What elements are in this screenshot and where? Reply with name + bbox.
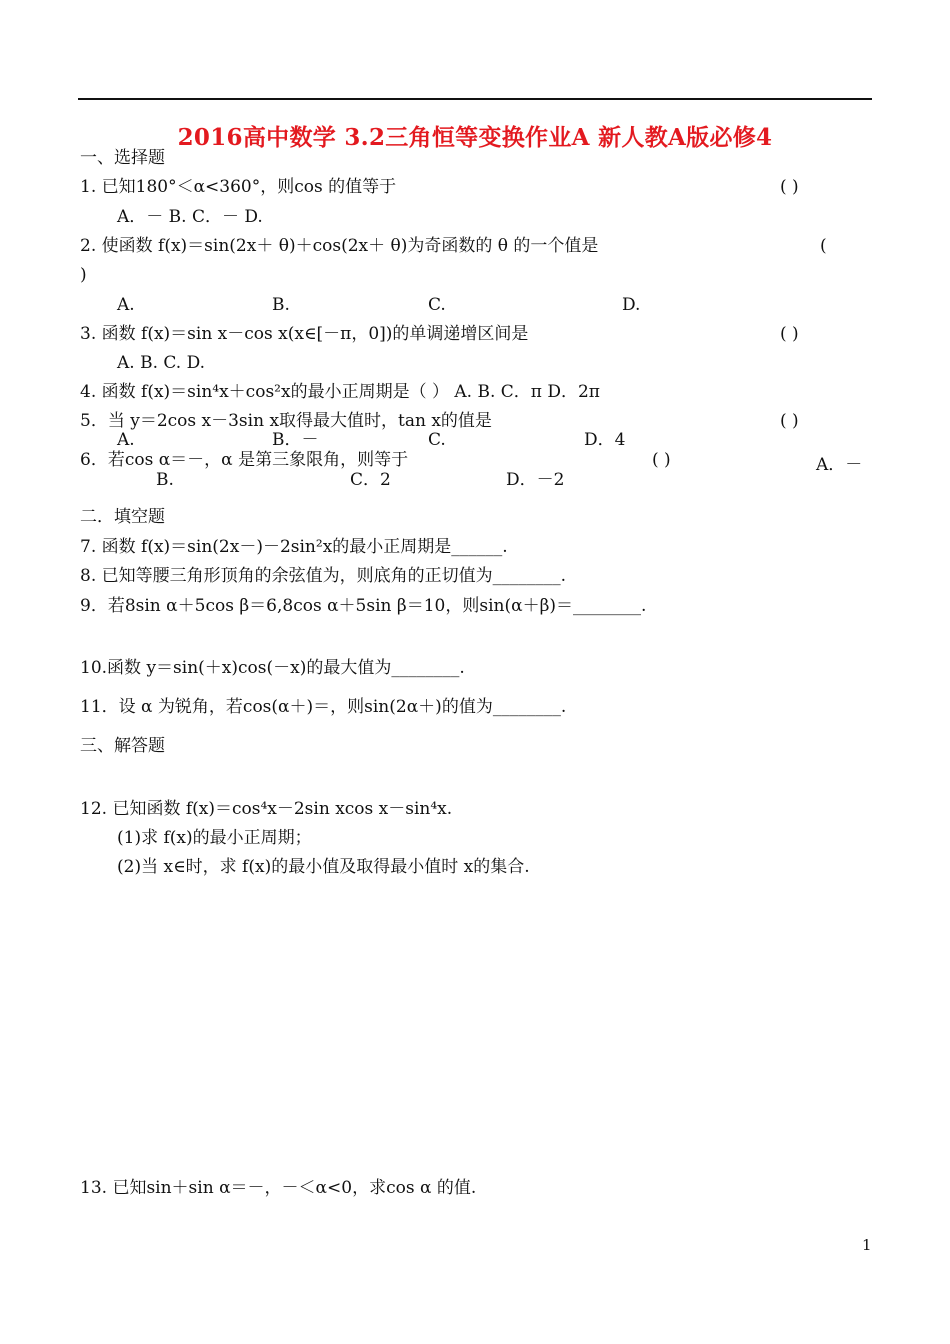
- q3-stem: 3. 函数 f(x)＝sin x－cos x(x∈[－π，0])的单调递增区间是: [80, 324, 529, 344]
- q1-bracket: ( ): [780, 177, 799, 197]
- page-number: 1: [862, 1236, 872, 1254]
- q9: 9．若8sin α＋5cos β＝6,8cos α＋5sin β＝10，则sin(α＋β)＝________.: [80, 596, 647, 616]
- q2-option-a: A.: [117, 295, 135, 315]
- q1-options: A．－ B. C．－ D.: [117, 207, 263, 227]
- q1-stem: 1. 已知180°＜α<360°，则cos 的值等于: [80, 177, 397, 197]
- q2-bracket-right: ): [80, 265, 87, 285]
- q2-option-c: C.: [428, 295, 446, 315]
- q6-option-c: C．2: [350, 470, 391, 490]
- q3-bracket: ( ): [780, 324, 799, 344]
- q6-stem: 6．若cos α＝－，α 是第三象限角，则等于: [80, 450, 409, 470]
- document-title: 2016高中数学 3.2三角恒等变换作业A 新人教A版必修4: [177, 124, 773, 151]
- section-choice: 一、选择题: [80, 148, 165, 168]
- q5-option-c: C.: [428, 430, 446, 450]
- q11: 11．设 α 为锐角，若cos(α＋)＝，则sin(2α＋)的值为________.: [80, 697, 567, 717]
- q5-stem: 5．当 y＝2cos x－3sin x取得最大值时，tan x的值是: [80, 411, 492, 431]
- q6-bracket: ( ): [652, 450, 671, 470]
- q5-bracket: ( ): [780, 411, 799, 431]
- section-answer: 三、解答题: [80, 736, 165, 756]
- q6-option-b: B.: [156, 470, 174, 490]
- section-fill: 二．填空题: [80, 507, 165, 527]
- q10: 10.函数 y＝sin(＋x)cos(－x)的最大值为________.: [80, 658, 465, 678]
- q5-option-b: B．－: [272, 430, 319, 450]
- q13: 13. 已知sin＋sin α＝－，－＜α<0，求cos α 的值.: [80, 1178, 477, 1198]
- q3-options: A. B. C. D.: [117, 353, 206, 373]
- q12-stem: 12. 已知函数 f(x)＝cos⁴x－2sin xcos x－sin⁴x.: [80, 799, 453, 819]
- q6-option-d: D．－2: [506, 470, 565, 490]
- q8: 8. 已知等腰三角形顶角的余弦值为，则底角的正切值为________.: [80, 566, 567, 586]
- q12-part2: (2)当 x∈时，求 f(x)的最小值及取得最小值时 x的集合.: [117, 857, 530, 877]
- q4-stem: 4. 函数 f(x)＝sin⁴x＋cos²x的最小正周期是（ ） A. B. C．π D．2π: [80, 382, 600, 402]
- q5-option-a: A.: [117, 430, 135, 450]
- q5-option-d: D．4: [584, 430, 626, 450]
- q2-option-d: D.: [622, 295, 641, 315]
- q2-stem: 2. 使函数 f(x)＝sin(2x＋ θ)＋cos(2x＋ θ)为奇函数的 θ 的一个值是: [80, 236, 599, 256]
- q7: 7. 函数 f(x)＝sin(2x－)－2sin²x的最小正周期是______.: [80, 537, 508, 557]
- q12-part1: (1)求 f(x)的最小正周期；: [117, 828, 312, 848]
- q6-option-a: A．－: [816, 455, 863, 475]
- q2-bracket-left: (: [820, 236, 827, 256]
- header-rule: [78, 98, 872, 100]
- q2-option-b: B.: [272, 295, 290, 315]
